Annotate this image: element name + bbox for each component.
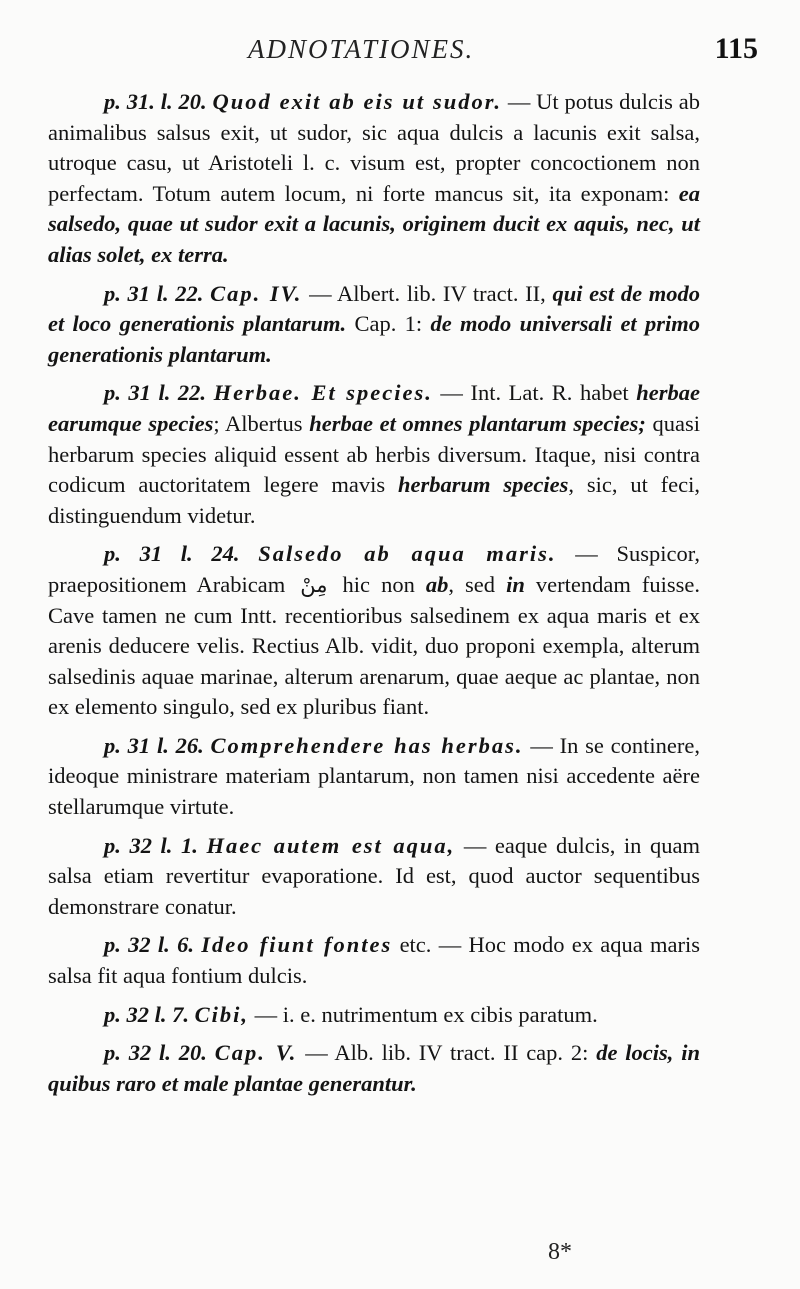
note-text: — Alb. lib. IV tract. II cap. 2: [297, 1040, 597, 1066]
note-lemma: Ideo fiunt fontes [201, 932, 393, 958]
annotation-note [48, 279, 700, 371]
annotations-body [48, 87, 700, 1107]
note-emphasis: ea salsedo, quae ut sudor exit a lacunis, originem ducit ex aquis, nec, ut alias solet, ex terra. [48, 180, 700, 267]
annotation-note [48, 731, 700, 823]
note-emphasis: ab [425, 571, 449, 597]
annotation-note [48, 378, 700, 531]
signature-mark: 8* [548, 1239, 572, 1265]
note-lemma: Cap. V. [214, 1040, 298, 1066]
note-reference: p. 31 l. 26. [104, 732, 204, 758]
note-lemma: Herbae. Et species. [213, 380, 433, 406]
note-text: — Suspicor, praepositionem Arabicam [48, 541, 700, 597]
note-text: — eaque dulcis, in quam salsa etiam revertitur evaporatione. Id est, quod auctor sequentibus demonstrare conatur. [48, 832, 700, 919]
annotation-note [48, 930, 700, 991]
note-text: — i. e. nutrimentum ex cibis paratum. [249, 1001, 598, 1027]
note-text: Cap. 1: [346, 311, 431, 337]
note-reference: p. 32 l. 7. [104, 1001, 190, 1027]
note-text: etc. — Hoc modo ex aqua maris salsa fit aqua fontium dulcis. [48, 932, 700, 989]
note-reference: p. 32 l. 1. [104, 832, 198, 858]
note-text: vertendam fuisse. Cave tamen ne cum Intt. recentioribus salsedinem ex aqua maris et ex arenis deducere velis. Rectius Alb. vidit, duo proponi exempla, alterum salsedinis aquae marinae, alterum arenarum, quae aeque ac plantae, non ex elemento singulo, sed ex pluribus fiant. [48, 571, 700, 720]
note-reference: p. 31. l. 20. [104, 89, 207, 114]
note-text: , sic, ut feci, distinguendum videtur. [48, 472, 701, 528]
note-text: hic non [331, 571, 426, 597]
note-text: quasi herbarum species aliquid essent ab herbis diversum. Itaque, nisi contra codicum auctoritatem legere mavis [48, 410, 700, 498]
note-emphasis: de modo universali et primo generationis plantarum. [48, 311, 701, 367]
note-lemma: Haec autem est aqua, [206, 832, 456, 858]
annotation-note [48, 87, 700, 271]
page-header [48, 34, 758, 74]
note-emphasis: qui est de modo et loco generationis plantarum. [48, 280, 701, 337]
note-lemma: Cibi, [194, 1001, 250, 1027]
annotation-note [48, 1038, 700, 1099]
note-lemma: Salsedo ab aqua maris. [258, 541, 557, 567]
note-reference: p. 31 l. 24. [104, 541, 240, 567]
note-lemma: Quod exit ab eis ut sudor. [212, 89, 502, 114]
note-emphasis: in [506, 571, 525, 597]
running-title: ADNOTATIONES. [248, 34, 475, 64]
annotation-note [48, 539, 700, 723]
annotation-note [48, 1000, 700, 1031]
note-reference: p. 32 l. 6. [104, 932, 194, 958]
note-lemma: Cap. IV. [210, 280, 303, 306]
note-emphasis: de locis, in quibus raro et male plantae generantur. [48, 1040, 701, 1096]
note-emphasis: herbae et omnes plantarum species; [309, 410, 646, 436]
note-reference: p. 31 l. 22. [104, 280, 204, 306]
note-text: ; Albertus [213, 410, 310, 436]
note-lemma: Comprehendere has herbas. [210, 732, 524, 758]
note-text: — Albert. lib. IV tract. II, [302, 280, 553, 306]
note-reference: p. 31 l. 22. [104, 380, 207, 406]
note-text: — In se continere, ideoque ministrare materiam plantarum, non tamen nisi accedente aëre stellarumque virtute. [48, 732, 700, 820]
arabic-preposition: مِنْ [300, 572, 328, 597]
note-emphasis: herbae earumque species [48, 380, 700, 436]
note-text: — Ut potus dulcis ab animalibus salsus exit, ut sudor, sic aqua dulcis a lacunis exit salsa, utroque casu, ut Aristoteli l. c. visum est, propter concoctionem non perfectam. Totum autem locum, ni forte mancus sit, ita exponam: [48, 89, 701, 206]
annotation-note [48, 831, 700, 923]
note-text: , sed [448, 571, 507, 597]
note-reference: p. 32 l. 20. [104, 1040, 207, 1066]
note-emphasis: herbarum species [398, 472, 569, 498]
note-text: — Int. Lat. R. habet [432, 380, 637, 406]
page-number: 115 [714, 32, 758, 65]
